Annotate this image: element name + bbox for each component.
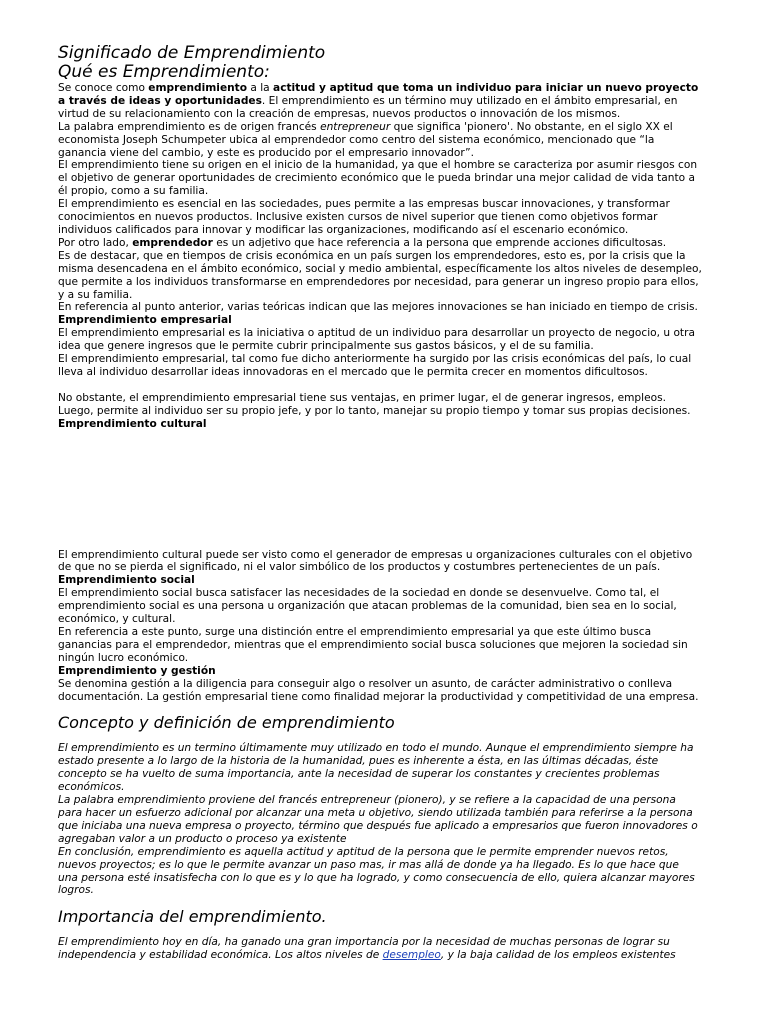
bold-term: emprendedor bbox=[132, 236, 213, 249]
section-title: Qué es Emprendimiento: bbox=[58, 62, 270, 82]
italic-section bbox=[58, 936, 702, 962]
paragraph: En conclusión, emprendimiento es aquella actitud y aptitud de la persona que le permite emprender nuevos retos, nuevos proyectos; es lo que le permite avanzar un paso mas, ir mas allá de donde ya ha llegado. Es lo que hace que una persona esté insatisfecha con lo que es y lo que ha logrado, y como consecuencia de ello, quiera alcanzar mayores logros. bbox=[58, 845, 695, 897]
paragraph: Es de destacar, que en tiempos de crisis económica en un país surgen los emprendedores, esto es, por la crisis que la misma desencadena en el ámbito económico, social y medio ambiental, específicamente los altos niveles de desempleo, que permite a los individuos transformarse en emprendedores por necesidad, para generar un ingreso propio para ellos, y a su familia. bbox=[58, 249, 702, 301]
paragraph: El emprendimiento empresarial, tal como fue dicho anteriormente ha surgido por las crisis económicas del país, lo cual lleva al individuo desarrollar ideas innovadoras en el mercado que le permita crecer en momentos dificultosos. bbox=[58, 353, 692, 378]
paragraph: Se denomina gestión a la diligencia para conseguir algo o resolver un asunto, de carácter administrativo o conlleva documentación. La gestión empresarial tiene como finalidad mejorar la productividad y competitividad de una empresa. bbox=[58, 677, 699, 703]
spacer bbox=[58, 897, 702, 907]
paragraph: El emprendimiento es un termino últimamente muy utilizado en todo el mundo. Aunque el emprendimiento siempre ha estado presente a lo largo de la historia de la humanidad, pues es inherente a ésta, en las últimas décadas, éste concepto se ha vuelto de suma importancia, ante la necesidad de superar los constantes y crecientes problemas económicos. bbox=[58, 742, 694, 794]
bold-term: emprendimiento bbox=[148, 82, 248, 94]
subheading-cultural: Emprendimiento cultural bbox=[58, 417, 207, 430]
paragraph bbox=[58, 82, 702, 121]
spacer bbox=[58, 926, 702, 936]
page-title: Significado de Emprendimiento bbox=[58, 43, 326, 63]
subheading-empresarial: Emprendimiento empresarial bbox=[58, 314, 232, 327]
subheading-gestion: Emprendimiento y gestión bbox=[58, 664, 216, 677]
text: es un adjetivo que hace referencia a la persona que emprende acciones dificultosas. bbox=[212, 236, 667, 249]
subheading-social: Emprendimiento social bbox=[58, 574, 195, 587]
text: El emprendimiento hoy en día, ha ganado una gran importancia por la necesidad de muchas personas de lograr su independencia y estabilidad económica. Los altos niveles de bbox=[58, 936, 670, 962]
text: La palabra emprendimiento es de origen francés bbox=[58, 120, 321, 133]
paragraph: El emprendimiento es esencial en las sociedades, pues permite a las empresas buscar innovaciones, y transformar conocimientos en nuevos productos. Inclusive existen cursos de nivel superior que tienen como objetivos formar individuos calificados para innovar y modificar las organizaciones, modificando así el escenario económico. bbox=[58, 198, 670, 236]
document-content bbox=[58, 44, 702, 962]
text: a la bbox=[247, 82, 274, 94]
spacer bbox=[58, 703, 702, 713]
text: Por otro lado, bbox=[58, 236, 133, 249]
paragraph bbox=[58, 936, 702, 962]
spacer bbox=[58, 379, 702, 392]
paragraph: El emprendimiento empresarial es la iniciativa o aptitud de un individuo para desarrollar un proyecto de negocio, u otra idea que genere ingresos que le permite cubrir principalmente sus gastos básicos, y el de su familia. bbox=[58, 327, 695, 353]
paragraph: El emprendimiento social busca satisfacer las necesidades de la sociedad en donde se desenvuelve. Como tal, el emprendimiento social es una persona u organización que atacan problemas de la comunidad, bien sea en lo social, económico, y cultural. bbox=[58, 587, 677, 626]
paragraph: El emprendimiento tiene su origen en el inicio de la humanidad, ya que el hombre se caracteriza por asumir riesgos con el objetivo de generar oportunidades de crecimiento económico que le pueda brindar una mejor calidad de vida tanto a él propio, como a su familia. bbox=[58, 159, 698, 198]
paragraph: La palabra emprendimiento proviene del francés entrepreneur (pionero), y se refiere a la capacidad de una persona para hacer un esfuerzo adicional por alcanzar una meta u objetivo, siendo utilizada también para referirse a la persona que iniciaba una nueva empresa o proyecto, término que después fue aplicado a empresarios que fueron innovadores o agregaban valor a un producto o proceso ya existente bbox=[58, 794, 698, 845]
desempleo-link[interactable]: desempleo bbox=[382, 949, 441, 962]
spacer bbox=[58, 732, 702, 742]
bold-phrase: actitud y aptitud que toma un individuo para iniciar un nuevo proyecto a través de ideas y oportunidades bbox=[58, 82, 699, 107]
heading-concepto: Concepto y definición de emprendimiento bbox=[58, 713, 395, 733]
text: que significa 'pionero'. No obstante, en el siglo XX el economista Joseph Schumpeter ubica al emprendedor como centro del sistema económico, mencionado que “la ganancia viene del cambio, y este es producido por el empresario innovador”. bbox=[58, 120, 673, 159]
paragraph: En referencia a este punto, surge una distinción entre el emprendimiento empresarial ya que este último busca ganancias para el emprendedor, mientras que el emprendimiento social busca soluciones que mejoren la sociedad sin ningún lucro económico. bbox=[58, 626, 688, 664]
italic-section bbox=[58, 742, 702, 897]
paragraph bbox=[58, 237, 702, 250]
heading-importancia: Importancia del emprendimiento. bbox=[58, 907, 327, 927]
paragraph bbox=[58, 121, 702, 160]
paragraph: No obstante, el emprendimiento empresarial tiene sus ventajas, en primer lugar, el de generar ingresos, empleos. Luego, permite al individuo ser su propio jefe, y por lo tanto, manejar su propio tiempo y tomar sus propias decisiones. bbox=[58, 391, 691, 417]
text: Se conoce como bbox=[58, 82, 149, 94]
italic-term: entrepreneur bbox=[320, 120, 391, 133]
paragraph: En referencia al punto anterior, varias teóricas indican que las mejores innovaciones se han iniciado en tiempo de crisis. bbox=[58, 301, 698, 314]
text: , y la baja calidad de los empleos existentes bbox=[440, 949, 676, 962]
image-placeholder bbox=[58, 431, 702, 549]
text: . El emprendimiento es un término muy utilizado en el ámbito empresarial, en virtud de su relacionamiento con la creación de empresas, nuevos productos o innovación de los mismos. bbox=[58, 94, 678, 120]
paragraph: El emprendimiento cultural puede ser visto como el generador de empresas u organizaciones culturales con el objetivo de que no se pierda el significado, ni el valor simbólico de los productos y costumbres pertenecientes de un país. bbox=[58, 548, 693, 574]
